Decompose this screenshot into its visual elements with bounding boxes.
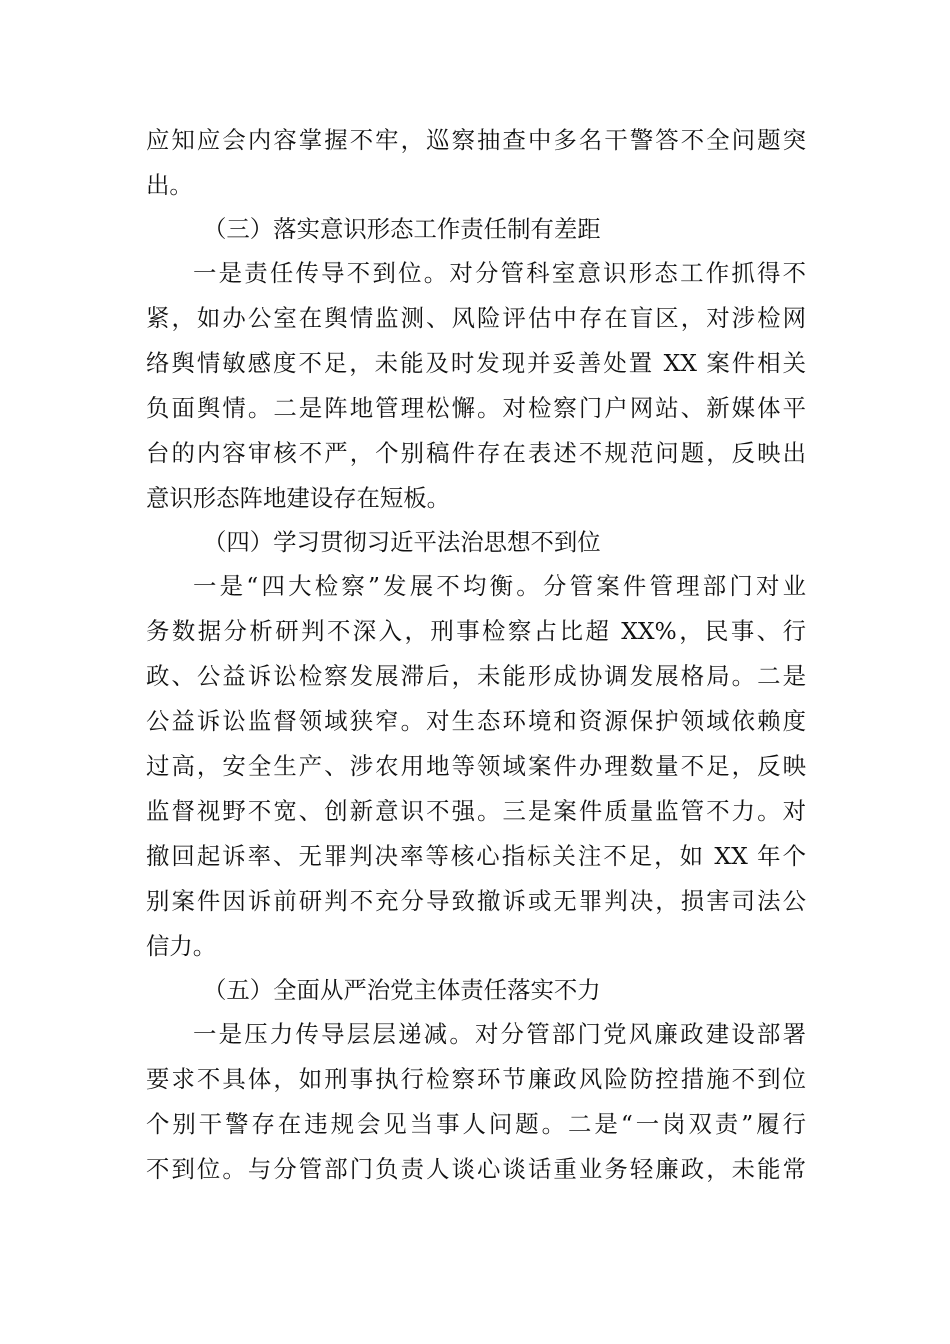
paragraph-line: 负面舆情。二是阵地管理松懈。对检察门户网站、新媒体平 <box>146 394 806 422</box>
paragraph-line: 撤回起诉率、无罪判决率等核心指标关注不足，如 XX 年个 <box>146 842 806 870</box>
paragraph-line: 政、公益诉讼检察发展滞后，未能形成协调发展格局。二是 <box>146 662 806 690</box>
paragraph-line: 一是压力传导层层递减。对分管部门党风廉政建设部署 <box>193 1020 806 1048</box>
paragraph-line: 别案件因诉前研判不充分导致撤诉或无罪判决，损害司法公 <box>146 887 806 915</box>
section-heading-3: （三）落实意识形态工作责任制有差距 <box>203 215 601 243</box>
paragraph-line: 公益诉讼监督领域狭窄。对生态环境和资源保护领域依赖度 <box>146 707 806 735</box>
paragraph-line: 一是“四大检察”发展不均衡。分管案件管理部门对业 <box>193 572 806 600</box>
paragraph-line: 个别干警存在违规会见当事人问题。二是“一岗双责”履行 <box>146 1110 806 1138</box>
paragraph-line: 一是责任传导不到位。对分管科室意识形态工作抓得不 <box>193 259 806 287</box>
paragraph-line: 应知应会内容掌握不牢，巡察抽查中多名干警答不全问题突 <box>146 126 806 154</box>
paragraph-line: 信力。 <box>146 932 217 960</box>
paragraph-line: 台的内容审核不严，个别稿件存在表述不规范问题，反映出 <box>146 439 806 467</box>
paragraph-line: 意识形态阵地建设存在短板。 <box>146 484 451 512</box>
paragraph-line: 监督视野不宽、创新意识不强。三是案件质量监管不力。对 <box>146 797 806 825</box>
paragraph-line: 要求不具体，如刑事执行检察环节廉政风险防控措施不到位 <box>146 1065 806 1093</box>
document-content <box>146 118 806 1192</box>
paragraph-line: 络舆情敏感度不足，未能及时发现并妥善处置 XX 案件相关 <box>146 349 806 377</box>
paragraph-line: 过高，安全生产、涉农用地等领域案件办理数量不足，反映 <box>146 752 806 780</box>
section-heading-5: （五）全面从严治党主体责任落实不力 <box>203 976 601 1004</box>
paragraph-line: 紧，如办公室在舆情监测、风险评估中存在盲区，对涉检网 <box>146 304 806 332</box>
paragraph-line: 不到位。与分管部门负责人谈心谈话重业务轻廉政，未能常 <box>146 1155 806 1183</box>
paragraph-line: 出。 <box>146 171 193 199</box>
section-heading-4: （四）学习贯彻习近平法治思想不到位 <box>203 528 601 556</box>
paragraph-line: 务数据分析研判不深入，刑事检察占比超 XX%，民事、行 <box>146 617 806 645</box>
